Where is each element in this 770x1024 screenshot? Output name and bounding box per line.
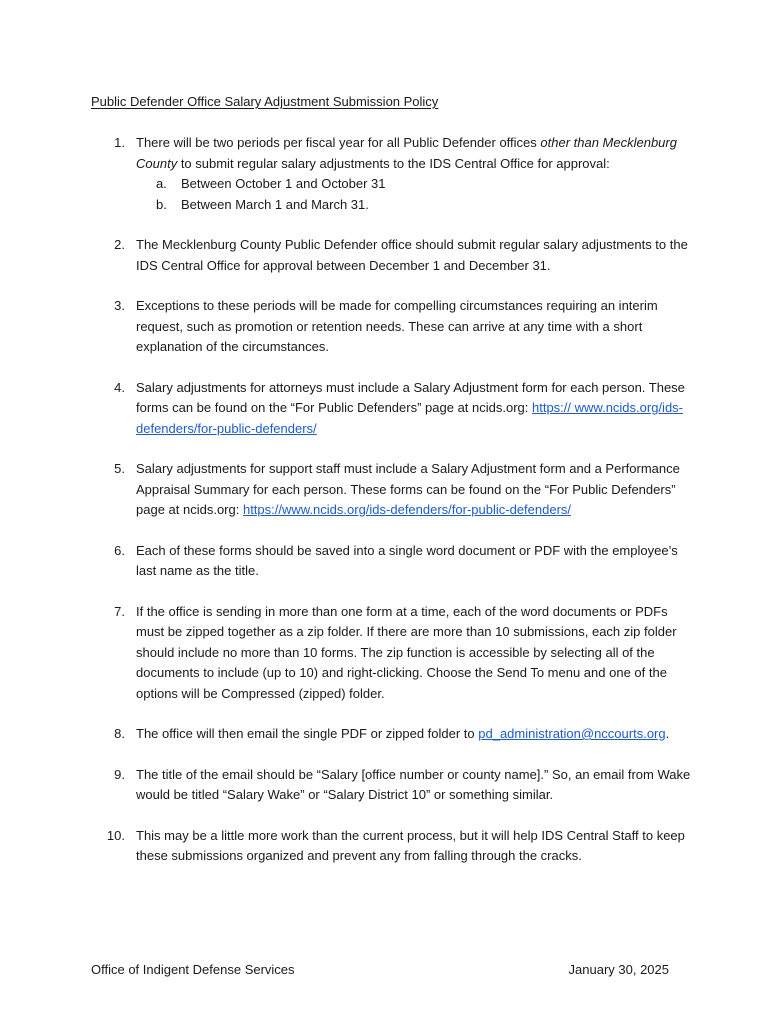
list-item (91, 296, 691, 358)
item-text: If the office is sending in more than one form at a time, each of the word documents or PDFs must be zipped together as a zip folder. If there are more than 10 submissions, each zip folder should include no more than 10 forms. The zip function is accessible by selecting all of the documents to include (up to 10) and right-clicking. Choose the Send To menu and one of the options will be Compressed (zipped) folder. (136, 603, 677, 701)
item-text: This may be a little more work than the current process, but it will help IDS Central Staff to keep these submissions organized and prevent any from falling through the cracks. (136, 827, 685, 863)
item-text: to submit regular salary adjustments to the IDS Central Office for approval: (177, 155, 610, 171)
item-emphasis: other than Mecklenburg County (136, 135, 677, 171)
item-number: 3. (114, 298, 125, 313)
list-item (91, 765, 691, 806)
list-item (91, 378, 691, 440)
item-number: 4. (114, 379, 125, 395)
forms-link[interactable]: https:// www.ncids.org/ids-defenders/for-public-defenders/ (136, 400, 683, 436)
list-item (91, 133, 691, 215)
item-text: Salary adjustments for support staff must include a Salary Adjustment form and a Performance Appraisal Summary for each person. These forms can be found on the “For Public Defenders” page at ncids.org: (136, 461, 680, 517)
list-item (91, 459, 691, 521)
item-text: There will be two periods per fiscal year for all Public Defender offices (136, 135, 541, 150)
item-text: Each of these forms should be saved into a single word document or PDF with the employee’s last name as the title. (136, 542, 678, 578)
list-item (91, 235, 691, 276)
item-number: 5. (114, 461, 125, 476)
item-number: 1. (114, 135, 125, 150)
item-text: Exceptions to these periods will be made for compelling circumstances requiring an interim request, such as promotion or retention needs. These can arrive at any time with a short explanation of the circumstances. (136, 298, 658, 354)
item-number: 2. (114, 237, 125, 252)
sub-list (136, 174, 691, 215)
item-number: 8. (114, 726, 125, 741)
sub-item (136, 195, 691, 216)
item-text: The title of the email should be “Salary [office number or county name].” So, an email from Wake would be titled “Salary Wake” or “Salary District 10” or something similar. (136, 766, 691, 802)
sub-letter: a. (156, 176, 167, 191)
list-item (91, 724, 691, 745)
item-text: Salary adjustments for attorneys must include a Salary Adjustment form for each person. These forms can be found on the “For Public Defenders” page at ncids.org: (136, 379, 685, 415)
item-number: 9. (114, 766, 125, 782)
item-number: 7. (114, 603, 125, 619)
footer-date: January 30, 2025 (568, 962, 669, 977)
list-item (91, 602, 691, 705)
item-text: The office will then email the single PDF or zipped folder to (136, 726, 479, 741)
sub-text: Between October 1 and October 31 (181, 176, 386, 191)
forms-link[interactable]: https://www.ncids.org/ids-defenders/for-public-defenders/ (242, 502, 572, 517)
document-title: Public Defender Office Salary Adjustment Submission Policy (91, 94, 439, 109)
footer-organization: Office of Indigent Defense Services (91, 962, 295, 977)
sub-text: Between March 1 and March 31. (181, 196, 369, 212)
sub-letter: b. (156, 196, 167, 212)
email-link[interactable]: pd_administration@nccourts.org (478, 726, 666, 741)
list-item (91, 826, 691, 867)
policy-list (91, 133, 691, 887)
list-item (91, 541, 691, 582)
item-text: The Mecklenburg County Public Defender office should submit regular salary adjustments to the IDS Central Office for approval between December 1 and December 31. (136, 237, 688, 273)
item-text: . (665, 726, 670, 741)
item-number: 6. (114, 542, 125, 558)
item-number: 10. (106, 827, 125, 843)
sub-item (136, 174, 691, 195)
